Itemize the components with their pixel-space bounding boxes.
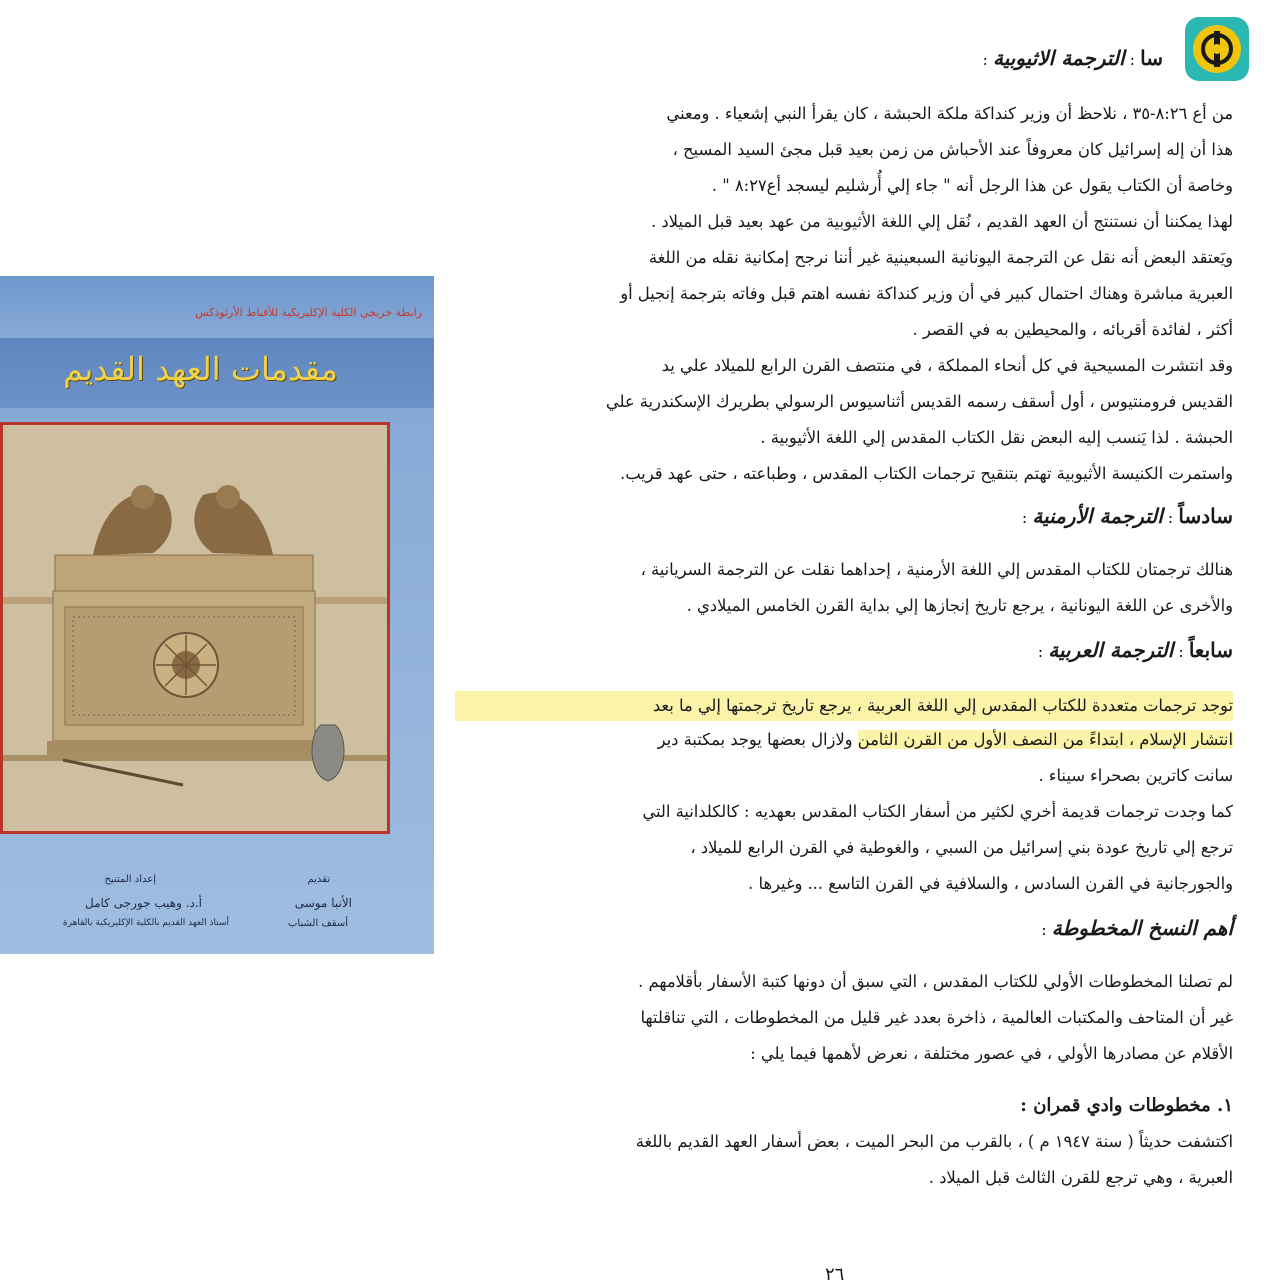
paragraph-line: وقد انتشرت المسيحية في كل أنحاء المملكة ، في منتصف القرن الرابع للميلاد علي يد — [661, 356, 1233, 375]
paragraph-line: لهذا يمكننا أن نستنتج أن العهد القديم ، نُقل إلي اللغة الأثيوبية من عهد بعيد قبل الميلاد . — [651, 212, 1233, 231]
author-label: إعداد المتنيح — [104, 874, 156, 885]
paragraph-line-mixed: انتشار الإسلام ، ابتداءً من النصف الأول من القرن الثامن ولازال بعضها يوجد بمكتبة دير — [657, 730, 1233, 749]
paragraph-line: من أع ٨:٢٦-٣٥ ، نلاحظ أن وزير كنداكة ملكة الحبشة ، كان يقرأ النبي إشعياء . ومعني — [666, 104, 1233, 123]
ark-of-covenant-illustration — [3, 425, 387, 831]
cover-illustration — [0, 422, 390, 834]
paragraph-line: وخاصة أن الكتاب يقول عن هذا الرجل أنه " جاء إلي أُرشليم ليسجد أع٨:٢٧ " . — [711, 176, 1233, 195]
paragraph-line: غير أن المتاحف والمكتبات العالمية ، ذاخرة بعدد غير قليل من المخطوطات ، التي تناقلتها — [640, 1008, 1233, 1027]
paragraph-line: كما وجدت ترجمات قديمة أخري لكثير من أسفار الكتاب المقدس بعهديه : كالكلدانية التي — [642, 802, 1233, 821]
section-heading-ethiopian: سا : الترجمة الاثيوبية : — [982, 46, 1163, 70]
paragraph-line: العبرية مباشرة وهناك احتمال كبير في أن وزير كنداكة نفسه اهتم قبل وفاته بترجمة إنجيل أو — [620, 284, 1233, 303]
paragraph-line: سانت كاترين بصحراء سيناء . — [1038, 766, 1233, 785]
presenter-label: تقديم — [307, 874, 330, 885]
paragraph-line: القديس فرومنتيوس ، أول أسقف رسمه القديس أثناسيوس الرسولي بطريرك الإسكندرية علي — [605, 392, 1233, 411]
paragraph-line: واستمرت الكنيسة الأثيوبية تهتم بتنقيح ترجمات الكتاب المقدس ، وطباعته ، حتى عهد قريب. — [620, 464, 1233, 483]
paragraph-line: لم تصلنا المخطوطات الأولي للكتاب المقدس ، التي سبق أن دونها كتبة الأسفار بأقلامهم . — [638, 972, 1233, 991]
cover-organization: رابطة خريجي الكلية الإكليريكية للأقباط الأرثوذكس — [195, 306, 422, 319]
paragraph-line: أكثر ، لفائدة أقربائه ، والمحيطين به في القصر . — [912, 320, 1233, 339]
paragraph-line: الأقلام عن مصادرها الأولي ، في عصور مختلفة ، نعرض لأهمها فيما يلي : — [750, 1044, 1233, 1063]
paragraph-line: هذا أن إله إسرائيل كان معروفاً عند الأحباش من زمن بعيد قبل مجئ السيد المسيح ، — [672, 140, 1233, 159]
author-role: أستاذ العهد القديم بالكلية الإكليريكية بالقاهرة — [62, 918, 229, 928]
presenter-role: أسقف الشباب — [288, 918, 348, 929]
page-number: ٢٦ — [825, 1264, 845, 1285]
paragraph-line: العبرية ، وهي ترجع للقرن الثالث قبل الميلاد . — [928, 1168, 1233, 1187]
document-page — [455, 35, 1233, 1265]
subheading-qumran: ١. مخطوطات وادي قمران : — [1020, 1095, 1233, 1116]
book-cover — [0, 276, 434, 954]
cover-title: مقدمات العهد القديم — [63, 350, 338, 388]
highlighted-line: توجد ترجمات متعددة للكتاب المقدس إلي اللغة العربية ، يرجع تاريخ ترجمتها إلي ما بعد — [455, 691, 1233, 721]
section-heading-arabic: سابعاً : الترجمة العربية : — [1037, 638, 1233, 662]
paragraph-line: اكتشفت حديثاً ( سنة ١٩٤٧ م ) ، بالقرب من البحر الميت ، بعض أسفار العهد القديم باللغة — [635, 1132, 1233, 1151]
section-heading-armenian: سادساً : الترجمة الأرمنية : — [1021, 504, 1233, 528]
highlighted-text: انتشار الإسلام ، ابتداءً من النصف الأول من القرن الثامن — [857, 730, 1233, 749]
paragraph-line: والجورجانية في القرن السادس ، والسلافية في القرن التاسع ... وغيرها . — [748, 874, 1233, 893]
paragraph-line: ترجع إلي تاريخ عودة بني إسرائيل من السبي ، والغوطية في القرن الرابع للميلاد ، — [690, 838, 1233, 857]
cover-credits — [0, 836, 434, 954]
paragraph-line: والأخرى عن اللغة اليونانية ، يرجع تاريخ إنجازها إلي بداية القرن الخامس الميلادي . — [686, 596, 1233, 615]
paragraph-line: هنالك ترجمتان للكتاب المقدس إلي اللغة الأرمنية ، إحداهما نقلت عن الترجمة السريانية ، — [640, 560, 1233, 579]
presenter-name: الأنبا موسى — [294, 896, 352, 910]
author-name: أ.د. وهيب جورجى كامل — [85, 896, 202, 910]
paragraph-line: الحبشة . لذا يَنسب إليه البعض نقل الكتاب المقدس إلي اللغة الأثيوبية . — [760, 428, 1233, 447]
paragraph-line: ويَعتقد البعض أنه نقل عن الترجمة اليونانية السبعينية غير أننا نرجح إمكانية نقله من اللغة — [648, 248, 1233, 267]
section-heading-manuscripts: أهم النسخ المخطوطة : — [1041, 916, 1233, 940]
